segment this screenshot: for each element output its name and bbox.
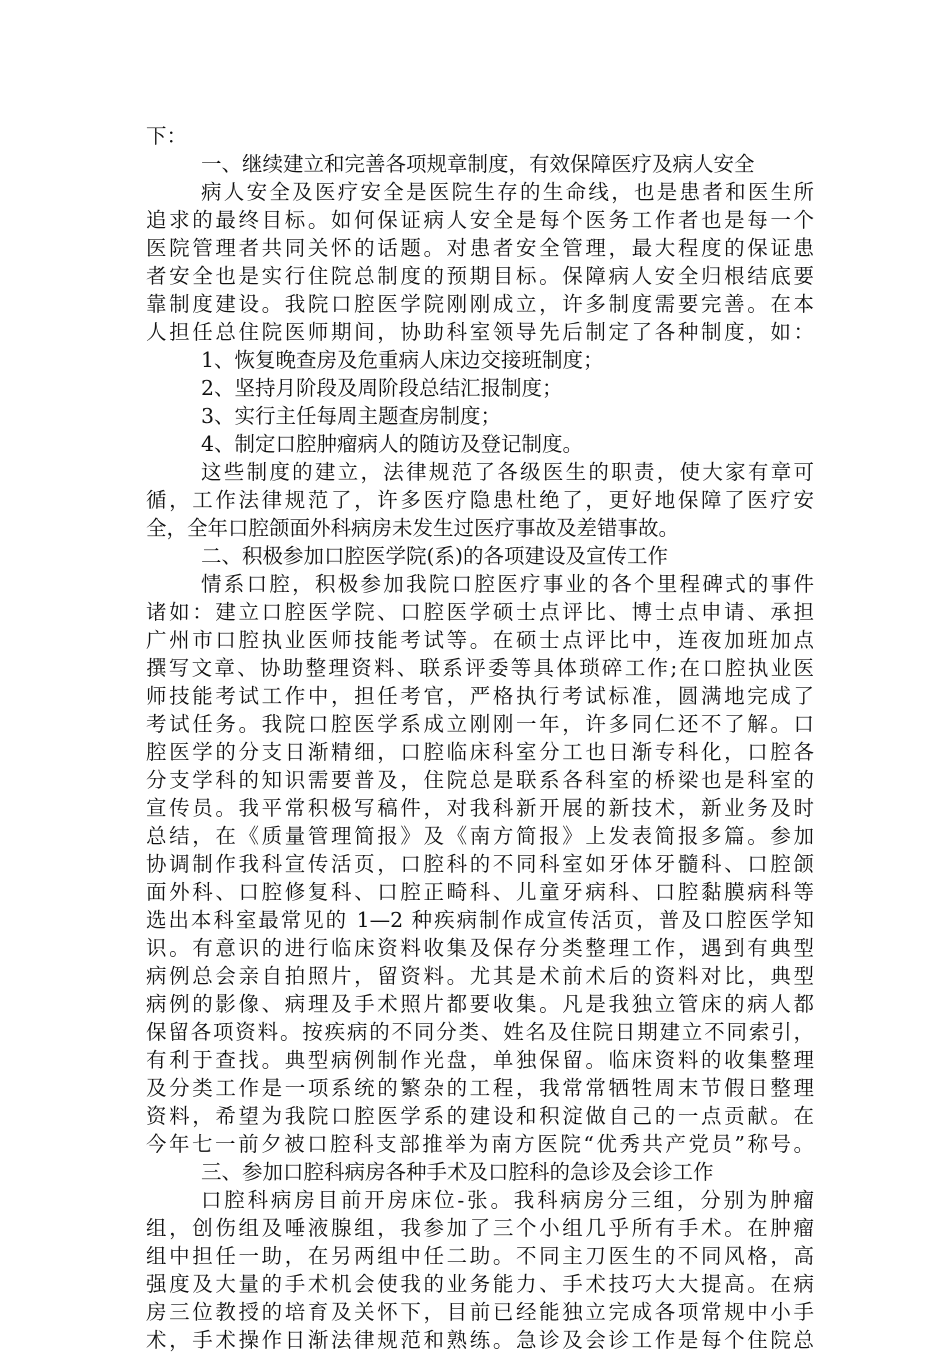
text-line: 面外科、口腔修复科、口腔正畸科、儿童牙病科、口腔黏膜病科等: [146, 880, 814, 904]
text-line: 广州市口腔执业医师技能考试等。在硕士点评比中，连夜加班加点: [146, 628, 814, 652]
text-line: 腔医学的分支日渐精细，口腔临床科室分工也日渐专科化，口腔各: [146, 740, 814, 764]
text-line: 2、坚持月阶段及周阶段总结汇报制度；: [201, 376, 563, 400]
text-line: 资料，希望为我院口腔医学系的建设和积淀做自己的一点贡献。在: [146, 1104, 814, 1128]
text-line: 病例的影像、病理及手术照片都要收集。凡是我独立管床的病人都: [146, 992, 814, 1016]
text-line: 全，全年口腔颌面外科病房未发生过医疗事故及差错事故。: [146, 516, 679, 540]
text-line: 师技能考试工作中，担任考官，严格执行考试标准，圆满地完成了: [146, 684, 814, 708]
text-line: 一、继续建立和完善各项规章制度，有效保障医疗及病人安全: [201, 152, 755, 176]
text-line: 选出本科室最常见的 1—2 种疾病制作成宣传活页，普及口腔医学知: [146, 908, 814, 932]
text-line: 4、制定口腔肿瘤病人的随访及登记制度。: [201, 432, 584, 456]
text-line: 3、实行主任每周主题查房制度；: [201, 404, 502, 428]
text-line: 病例总会亲自拍照片，留资料。尤其是术前术后的资料对比，典型: [146, 964, 814, 988]
text-line: 二、积极参加口腔医学院(系)的各项建设及宣传工作: [201, 544, 668, 568]
text-line: 今年七一前夕被口腔科支部推举为南方医院“优秀共产党员”称号。: [146, 1132, 814, 1156]
text-line: 口腔科病房目前开房床位-张。我科病房分三组，分别为肿瘤: [201, 1188, 814, 1212]
text-line: 医院管理者共同关怀的话题。对患者安全管理，最大程度的保证患: [146, 236, 814, 260]
text-line: 组，创伤组及唾液腺组，我参加了三个小组几乎所有手术。在肿瘤: [146, 1216, 814, 1240]
text-line: 保留各项资料。按疾病的不同分类、姓名及住院日期建立不同索引，: [146, 1020, 814, 1044]
text-line: 协调制作我科宣传活页，口腔科的不同科室如牙体牙髓科、口腔颌: [146, 852, 814, 876]
text-line: 追求的最终目标。如何保证病人安全是每个医务工作者也是每一个: [146, 208, 814, 232]
text-line: 识。有意识的进行临床资料收集及保存分类整理工作，遇到有典型: [146, 936, 814, 960]
text-line: 人担任总住院医师期间，协助科室领导先后制定了各种制度，如：: [146, 320, 814, 344]
text-line: 撰写文章、协助整理资料、联系评委等具体琐碎工作;在口腔执业医: [146, 656, 814, 680]
document-body: [146, 122, 814, 1354]
text-line: 分支学科的知识需要普及，住院总是联系各科室的桥梁也是科室的: [146, 768, 814, 792]
text-line: 宣传员。我平常积极写稿件，对我科新开展的新技术，新业务及时: [146, 796, 814, 820]
text-line: 情系口腔，积极参加我院口腔医疗事业的各个里程碑式的事件: [201, 572, 814, 596]
text-line: 三、参加口腔科病房各种手术及口腔科的急诊及会诊工作: [201, 1160, 714, 1184]
text-line: 术，手术操作日渐法律规范和熟练。急诊及会诊工作是每个住院总: [146, 1328, 814, 1352]
text-line: 考试任务。我院口腔医学系成立刚刚一年，许多同仁还不了解。口: [146, 712, 814, 736]
text-line: 组中担任一助，在另两组中任二助。不同主刀医生的不同风格，高: [146, 1244, 814, 1268]
text-line: 总结，在《质量管理简报》及《南方简报》上发表简报多篇。参加: [146, 824, 814, 848]
text-line: 下：: [146, 124, 187, 148]
text-line: 这些制度的建立，法律规范了各级医生的职责，使大家有章可: [201, 460, 814, 484]
text-line: 者安全也是实行住院总制度的预期目标。保障病人安全归根结底要: [146, 264, 814, 288]
text-line: 强度及大量的手术机会使我的业务能力、手术技巧大大提高。在病: [146, 1272, 814, 1296]
text-line: 房三位教授的培育及关怀下，目前已经能独立完成各项常规中小手: [146, 1300, 814, 1324]
text-line: 病人安全及医疗安全是医院生存的生命线，也是患者和医生所: [201, 180, 814, 204]
text-line: 诸如：建立口腔医学院、口腔医学硕士点评比、博士点申请、承担: [146, 600, 814, 624]
text-line: 有利于查找。典型病例制作光盘，单独保留。临床资料的收集整理: [146, 1048, 814, 1072]
text-line: 1、恢复晚查房及危重病人床边交接班制度；: [201, 348, 604, 372]
text-line: 循，工作法律规范了，许多医疗隐患杜绝了，更好地保障了医疗安: [146, 488, 814, 512]
text-line: 及分类工作是一项系统的繁杂的工程，我常常牺牲周末节假日整理: [146, 1076, 814, 1100]
text-line: 靠制度建设。我院口腔医学院刚刚成立，许多制度需要完善。在本: [146, 292, 814, 316]
